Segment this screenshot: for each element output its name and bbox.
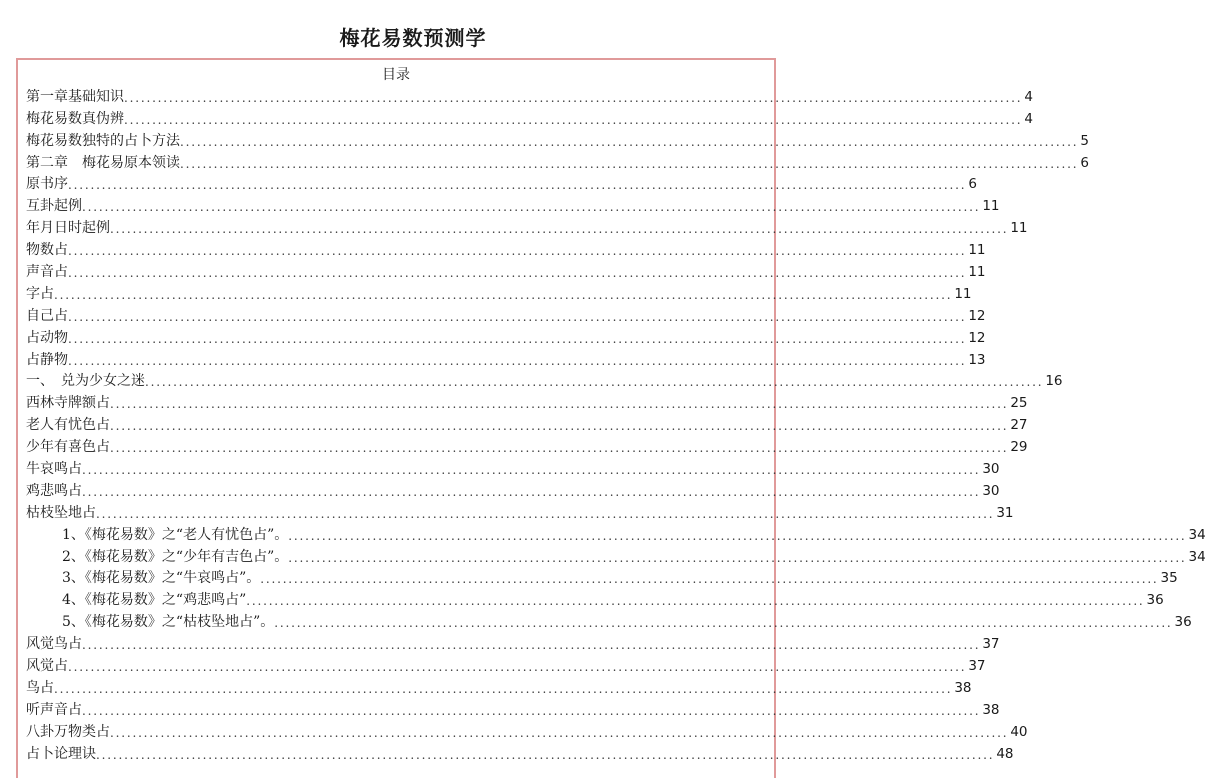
- toc-page-number: 11: [1010, 220, 1028, 237]
- toc-dot-leader: ................................................................................................................................................................: [68, 309, 967, 324]
- toc-entry[interactable]: [26, 458, 1000, 480]
- toc-entry[interactable]: [26, 699, 1000, 721]
- toc-dot-leader: ................................................................................................................................................................: [96, 506, 995, 521]
- toc-page-number: 37: [968, 658, 986, 675]
- toc-page-number: 11: [954, 285, 972, 302]
- toc-dot-leader: ................................................................................................................................................................: [288, 528, 1187, 543]
- toc-entry-title: 第一章: [26, 88, 68, 105]
- toc-entry-title: 鸟占: [26, 679, 54, 696]
- toc-page-number: 35: [1160, 570, 1178, 587]
- toc-page-number: 6: [1080, 154, 1089, 171]
- toc-dot-leader: ................................................................................................................................................................: [274, 616, 1173, 631]
- toc-entry-title: 梅花易数真伪辨: [26, 110, 124, 127]
- toc-entry[interactable]: [26, 371, 1063, 393]
- toc-dot-leader: ................................................................................................................................................................: [124, 112, 1023, 127]
- toc-entry-title: 1、《梅花易数》之“老人有忧色占”。: [62, 526, 289, 543]
- toc-entry[interactable]: [26, 217, 1028, 239]
- toc-entry[interactable]: [26, 633, 1000, 655]
- toc-page-number: 4: [1024, 110, 1033, 127]
- toc-entry[interactable]: [26, 349, 986, 371]
- toc-dot-leader: ................................................................................................................................................................: [110, 725, 1009, 740]
- toc-entry-subtitle: 基础知识: [68, 88, 124, 105]
- toc-entry[interactable]: [26, 480, 1000, 502]
- toc-entry-title: 风觉占: [26, 658, 68, 675]
- toc-page-number: 27: [1010, 417, 1028, 434]
- document-title: 梅花易数预测学: [339, 26, 487, 50]
- toc-entry[interactable]: [26, 721, 1028, 743]
- toc-entry[interactable]: [26, 743, 1014, 765]
- toc-entry-title: 风觉鸟占: [26, 636, 82, 653]
- toc-entry[interactable]: [26, 327, 986, 349]
- toc-dot-leader: ................................................................................................................................................................: [68, 178, 967, 193]
- toc-entry-title: 老人有忧色占: [26, 417, 110, 434]
- toc-page-number: 38: [954, 679, 972, 696]
- toc-dot-leader: ................................................................................................................................................................: [68, 660, 967, 675]
- toc-entry-title: 少年有喜色占: [26, 439, 110, 456]
- toc-dot-leader: ................................................................................................................................................................: [110, 222, 1009, 237]
- toc-page-number: 12: [968, 329, 986, 346]
- toc-entry[interactable]: [26, 611, 1192, 633]
- table-of-contents: [16, 58, 1206, 778]
- toc-page-number: 12: [968, 307, 986, 324]
- toc-entry-title: 一、 兑为少女之迷: [26, 373, 145, 390]
- toc-entry[interactable]: [26, 524, 1206, 546]
- toc-page-number: 34: [1188, 548, 1206, 565]
- toc-entry[interactable]: [26, 130, 1089, 152]
- toc-entry-title: 自己占: [26, 307, 68, 324]
- toc-page-number: 40: [1010, 723, 1028, 740]
- toc-page-number: 37: [982, 636, 1000, 653]
- toc-page-number: 29: [1010, 439, 1028, 456]
- toc-page-number: 16: [1045, 373, 1063, 390]
- toc-page-number: 4: [1024, 88, 1033, 105]
- toc-page-number: 11: [982, 198, 1000, 215]
- toc-entry[interactable]: [26, 239, 986, 261]
- toc-entry-title: 占动物: [26, 329, 68, 346]
- toc-dot-leader: ................................................................................................................................................................: [96, 747, 995, 762]
- toc-page-number: 11: [968, 242, 986, 259]
- toc-dot-leader: ................................................................................................................................................................: [246, 594, 1145, 609]
- toc-entry-title: 年月日时起例: [26, 220, 110, 237]
- toc-page-number: 11: [968, 264, 986, 281]
- toc-dot-leader: ................................................................................................................................................................: [124, 90, 1023, 105]
- toc-dot-leader: ................................................................................................................................................................: [82, 200, 981, 215]
- toc-entry-title: 声音占: [26, 264, 68, 281]
- toc-entry-title: 原书序: [26, 176, 68, 193]
- toc-entry[interactable]: [26, 502, 1014, 524]
- toc-page-number: 5: [1080, 132, 1089, 149]
- toc-entry[interactable]: [26, 677, 972, 699]
- toc-page-number: 48: [996, 745, 1014, 762]
- toc-entry[interactable]: [26, 392, 1028, 414]
- toc-dot-leader: ................................................................................................................................................................: [68, 244, 967, 259]
- toc-page-number: 25: [1010, 395, 1028, 412]
- toc-heading: 目录: [382, 67, 410, 83]
- toc-entry-title: 3、《梅花易数》之“牛哀鸣占”。: [62, 570, 261, 587]
- toc-entry[interactable]: [26, 261, 986, 283]
- toc-page-number: 36: [1146, 592, 1164, 609]
- toc-entry[interactable]: [26, 305, 986, 327]
- toc-dot-leader: ................................................................................................................................................................: [54, 287, 953, 302]
- toc-dot-leader: ................................................................................................................................................................: [110, 397, 1009, 412]
- toc-dot-leader: ................................................................................................................................................................: [82, 703, 981, 718]
- toc-entry[interactable]: [26, 655, 986, 677]
- toc-entry[interactable]: [26, 108, 1033, 130]
- toc-dot-leader: ................................................................................................................................................................: [54, 681, 953, 696]
- toc-entry-title: 八卦万物类占: [26, 723, 110, 740]
- toc-page-number: 34: [1188, 526, 1206, 543]
- toc-entry[interactable]: [26, 283, 972, 305]
- toc-entry-title: 互卦起例: [26, 198, 82, 215]
- toc-entry-title: 占卜论理诀: [26, 745, 96, 762]
- toc-entry[interactable]: [26, 414, 1028, 436]
- toc-dot-leader: ................................................................................................................................................................: [68, 331, 967, 346]
- toc-entry-title: 字占: [26, 285, 54, 302]
- toc-entry-title: 牛哀鸣占: [26, 461, 82, 478]
- toc-page-number: 31: [996, 504, 1014, 521]
- toc-entry-title: 占静物: [26, 351, 68, 368]
- toc-page-number: 36: [1174, 614, 1192, 631]
- toc-dot-leader: ................................................................................................................................................................: [288, 550, 1187, 565]
- toc-entry[interactable]: [26, 152, 1089, 174]
- toc-entry[interactable]: [26, 589, 1164, 611]
- toc-dot-leader: ................................................................................................................................................................: [145, 375, 1044, 390]
- toc-dot-leader: ................................................................................................................................................................: [180, 134, 1079, 149]
- toc-dot-leader: ................................................................................................................................................................: [180, 156, 1079, 171]
- toc-entry-title: 西林寺牌额占: [26, 395, 110, 412]
- toc-page-number: 13: [968, 351, 986, 368]
- toc-entry-title: 听声音占: [26, 701, 82, 718]
- toc-dot-leader: ................................................................................................................................................................: [260, 572, 1159, 587]
- toc-entry-title: 梅花易数独特的占卜方法: [26, 132, 180, 149]
- toc-page-number: 6: [968, 176, 977, 193]
- toc-dot-leader: ................................................................................................................................................................: [110, 441, 1009, 456]
- toc-entry[interactable]: [26, 436, 1028, 458]
- toc-dot-leader: ................................................................................................................................................................: [68, 266, 967, 281]
- toc-entry-title: 第二章 梅花易原本领读: [26, 154, 180, 171]
- toc-page-number: 38: [982, 701, 1000, 718]
- toc-dot-leader: ................................................................................................................................................................: [110, 419, 1009, 434]
- toc-entry-title: 5、《梅花易数》之“枯枝坠地占”。: [62, 614, 275, 631]
- toc-dot-leader: ................................................................................................................................................................: [82, 638, 981, 653]
- toc-page-number: 30: [982, 482, 1000, 499]
- toc-dot-leader: ................................................................................................................................................................: [68, 353, 967, 368]
- toc-dot-leader: ................................................................................................................................................................: [82, 463, 981, 478]
- toc-entry[interactable]: [26, 568, 1178, 590]
- toc-entry-title: 4、《梅花易数》之“鸡悲鸣占”: [62, 592, 247, 609]
- toc-entry[interactable]: [26, 86, 1033, 108]
- toc-entry[interactable]: [26, 195, 1000, 217]
- toc-entry-title: 鸡悲鸣占: [26, 482, 82, 499]
- toc-entry-title: 枯枝坠地占: [26, 504, 96, 521]
- toc-dot-leader: ................................................................................................................................................................: [82, 484, 981, 499]
- toc-entry-title: 2、《梅花易数》之“少年有吉色占”。: [62, 548, 289, 565]
- toc-page-number: 30: [982, 461, 1000, 478]
- toc-entry[interactable]: [26, 546, 1206, 568]
- toc-list: [26, 86, 1206, 765]
- toc-entry[interactable]: [26, 174, 977, 196]
- toc-entry-title: 物数占: [26, 242, 68, 259]
